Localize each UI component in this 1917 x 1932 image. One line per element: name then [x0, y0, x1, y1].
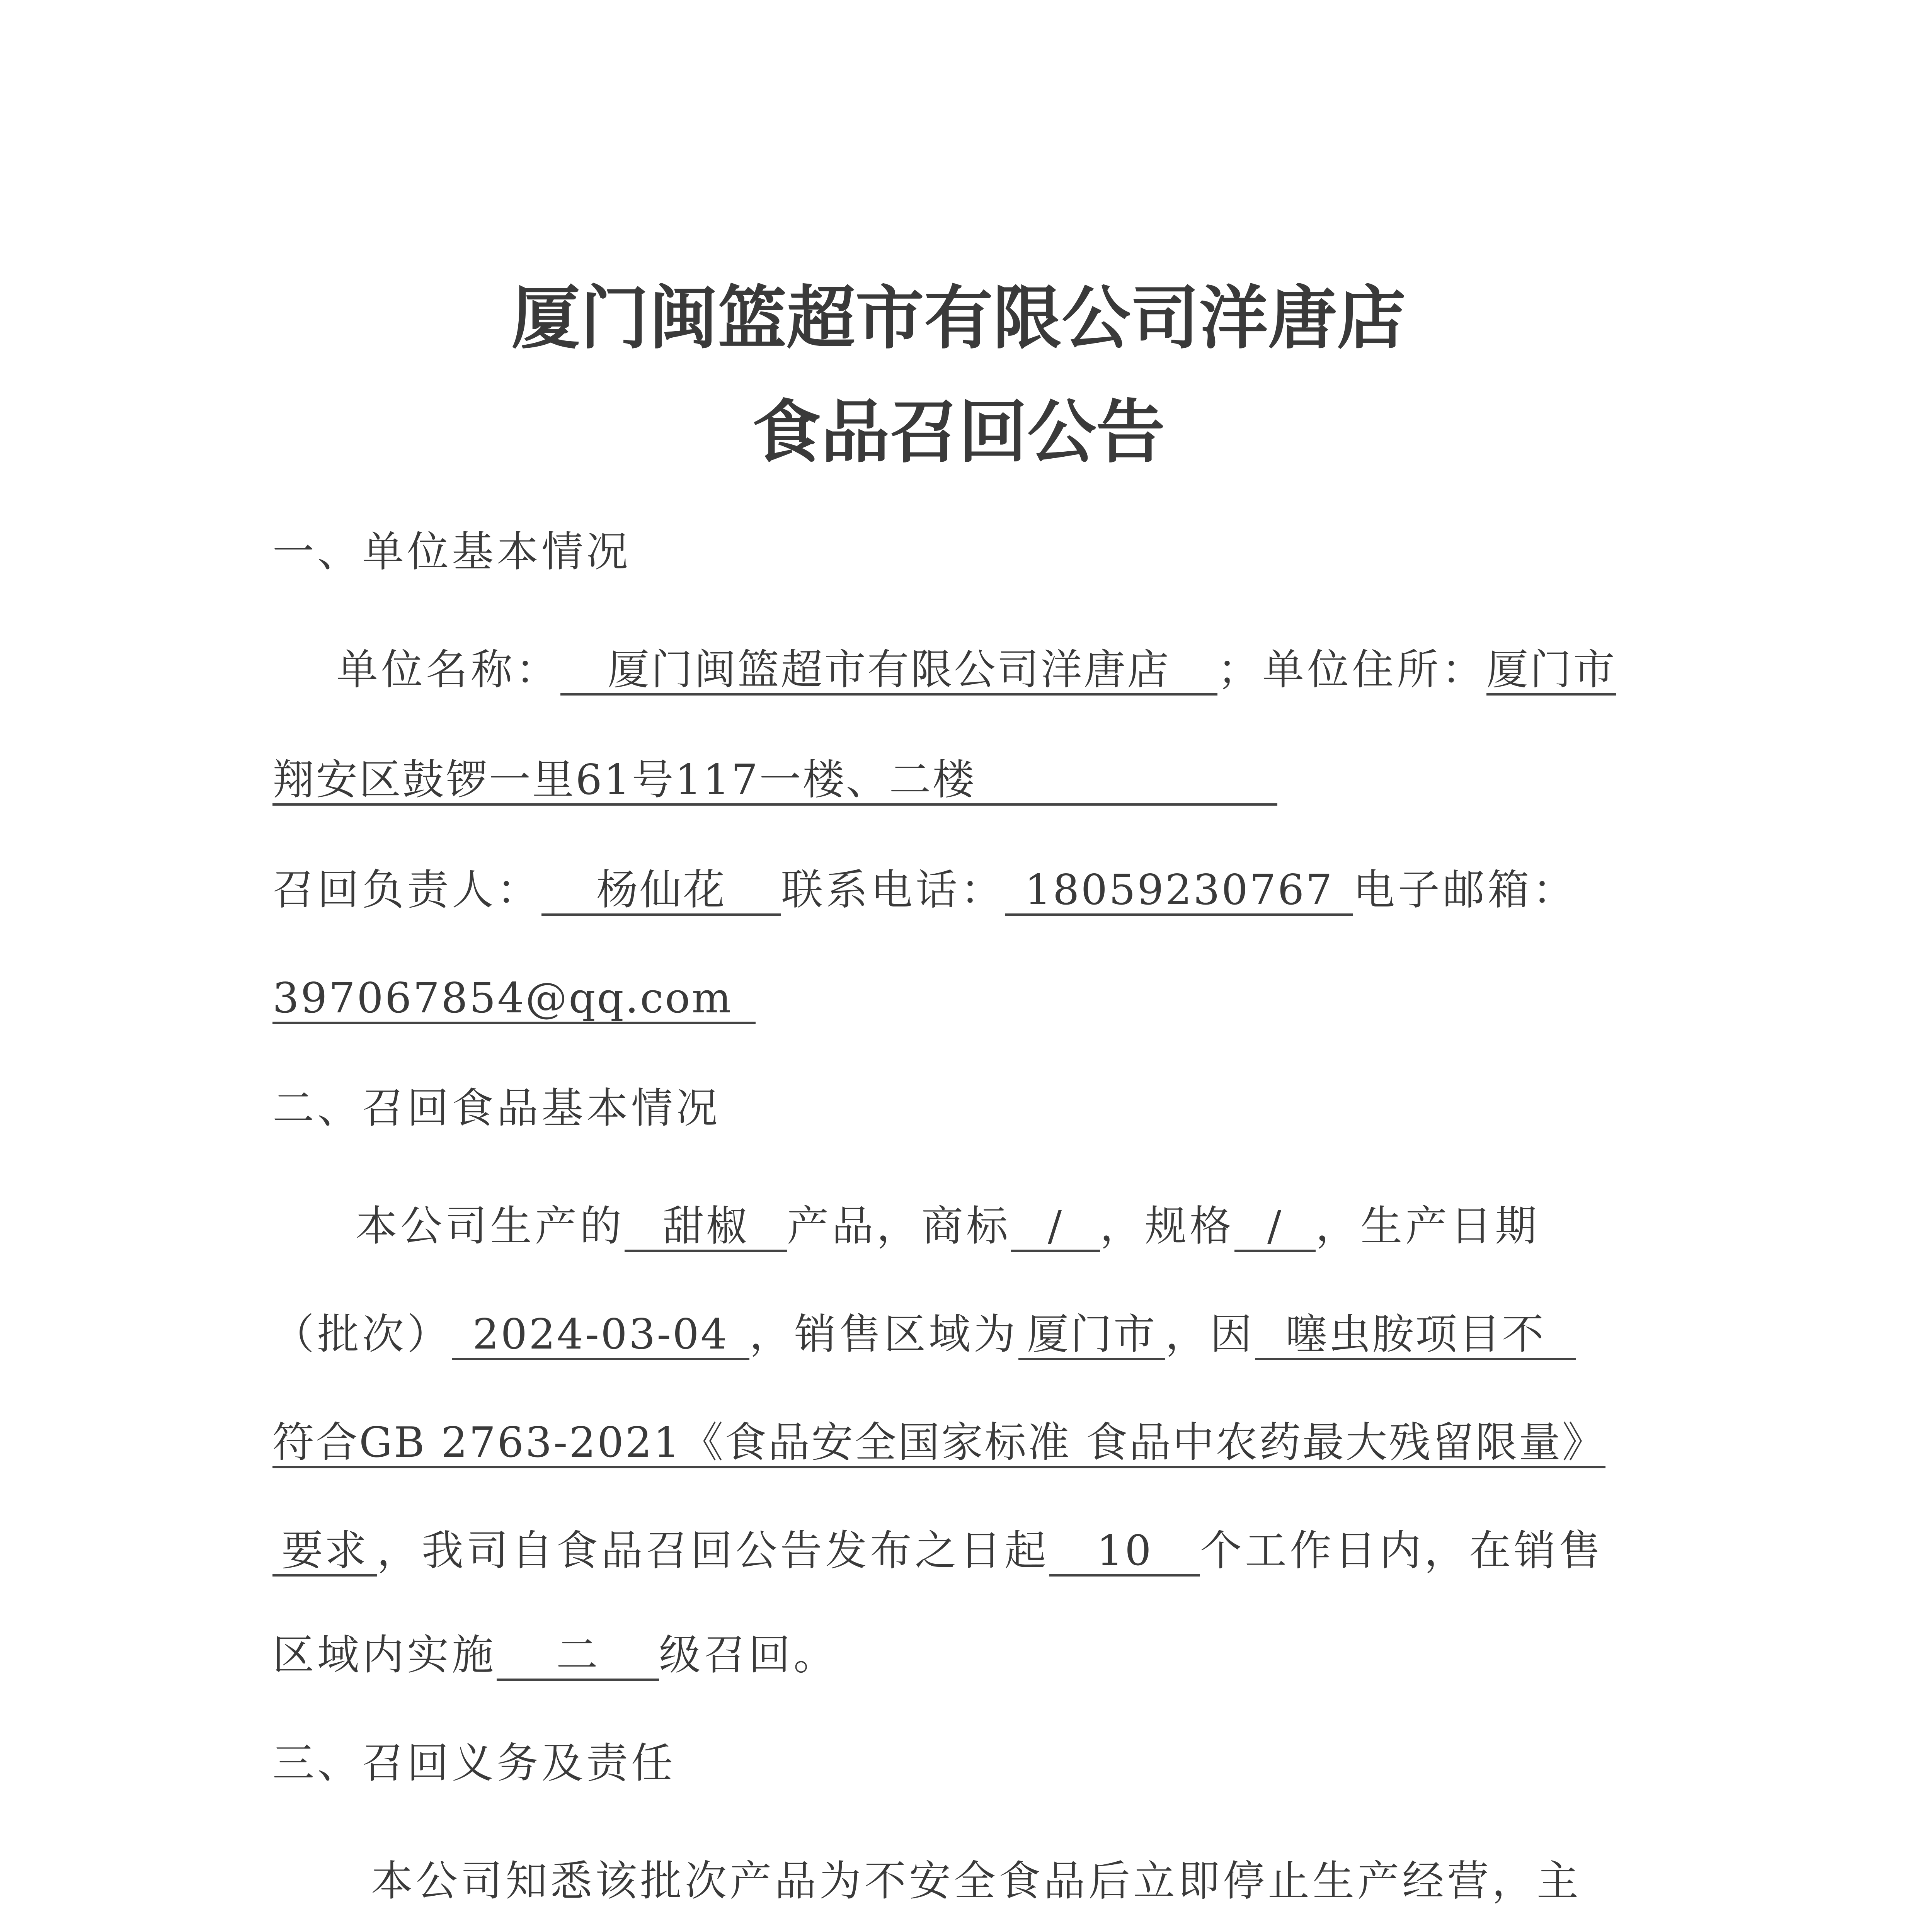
s2-text-9: 个工作日内，在销售 [1200, 1527, 1604, 1575]
s2-text-10: 区域内实施 [272, 1631, 497, 1679]
s2-text-8: ，我司自食品召回公告发布之日起 [377, 1527, 1050, 1575]
section2-heading: 二、召回食品基本情况 [272, 1084, 721, 1133]
s2-line3 [272, 1418, 1605, 1468]
unit-name-label: 单位名称： [336, 646, 561, 694]
s2-text-7: ，因 [1165, 1310, 1255, 1359]
document-title-line2: 食品召回公告 [752, 392, 1165, 472]
address-part2: 翔安区鼓锣一里61号117一楼、二楼 [272, 759, 1277, 806]
reason-part3: 要求 [272, 1530, 377, 1577]
s2-text-2: 产品，商标 [787, 1202, 1011, 1250]
contact-person-value: 杨仙花 [541, 869, 781, 916]
s2-text-3: ，规格 [1100, 1202, 1235, 1250]
section1-heading: 一、单位基本情况 [272, 528, 632, 576]
email-line [272, 974, 756, 1024]
address-label: ；单位住所： [1217, 646, 1487, 694]
contact-line [272, 866, 1578, 916]
batch-value: 2024-03-04 [452, 1314, 749, 1360]
s2-line5 [272, 1631, 839, 1681]
unit-name-line [336, 646, 1617, 696]
reason-part2: 符合GB 2763-2021《食品安全国家标准 食品中农药最大残留限量》 [272, 1422, 1605, 1468]
s2-text-11: 级召回。 [659, 1631, 839, 1679]
trademark-value: / [1011, 1206, 1100, 1252]
s2-line4 [272, 1527, 1604, 1577]
s2-line1 [356, 1202, 1540, 1252]
s2-text-6: ，销售区域为 [749, 1310, 1019, 1359]
email-label: 电子邮箱： [1353, 866, 1578, 914]
contact-person-label: 召回负责人： [272, 866, 542, 914]
s2-text-4: ，生产日期 [1316, 1202, 1540, 1250]
level-value: 二 [497, 1634, 659, 1681]
unit-name-value: 厦门闽篮超市有限公司洋唐店 [560, 649, 1217, 696]
s2-text-1: 本公司生产的 [356, 1202, 625, 1250]
region-value: 厦门市 [1018, 1314, 1165, 1360]
product-value: 甜椒 [625, 1206, 787, 1252]
phone-value: 18059230767 [1005, 869, 1353, 916]
reason-part1: 噻虫胺项目不 [1255, 1314, 1576, 1360]
section3-heading: 三、召回义务及责任 [272, 1739, 676, 1787]
days-value: 10 [1049, 1530, 1200, 1577]
s3-line1: 本公司知悉该批次产品为不安全食品后立即停止生产经营，主 [371, 1857, 1582, 1905]
s2-line2 [272, 1310, 1576, 1360]
address-line2 [272, 756, 1277, 806]
email-value: 397067854@qq.com [272, 978, 756, 1024]
spec-value: / [1234, 1206, 1316, 1252]
address-part1: 厦门市 [1486, 649, 1616, 696]
s2-text-5: （批次） [272, 1310, 452, 1359]
phone-label: 联系电话： [781, 866, 1006, 914]
document-title-line1: 厦门闽篮超市有限公司洋唐店 [511, 278, 1406, 358]
